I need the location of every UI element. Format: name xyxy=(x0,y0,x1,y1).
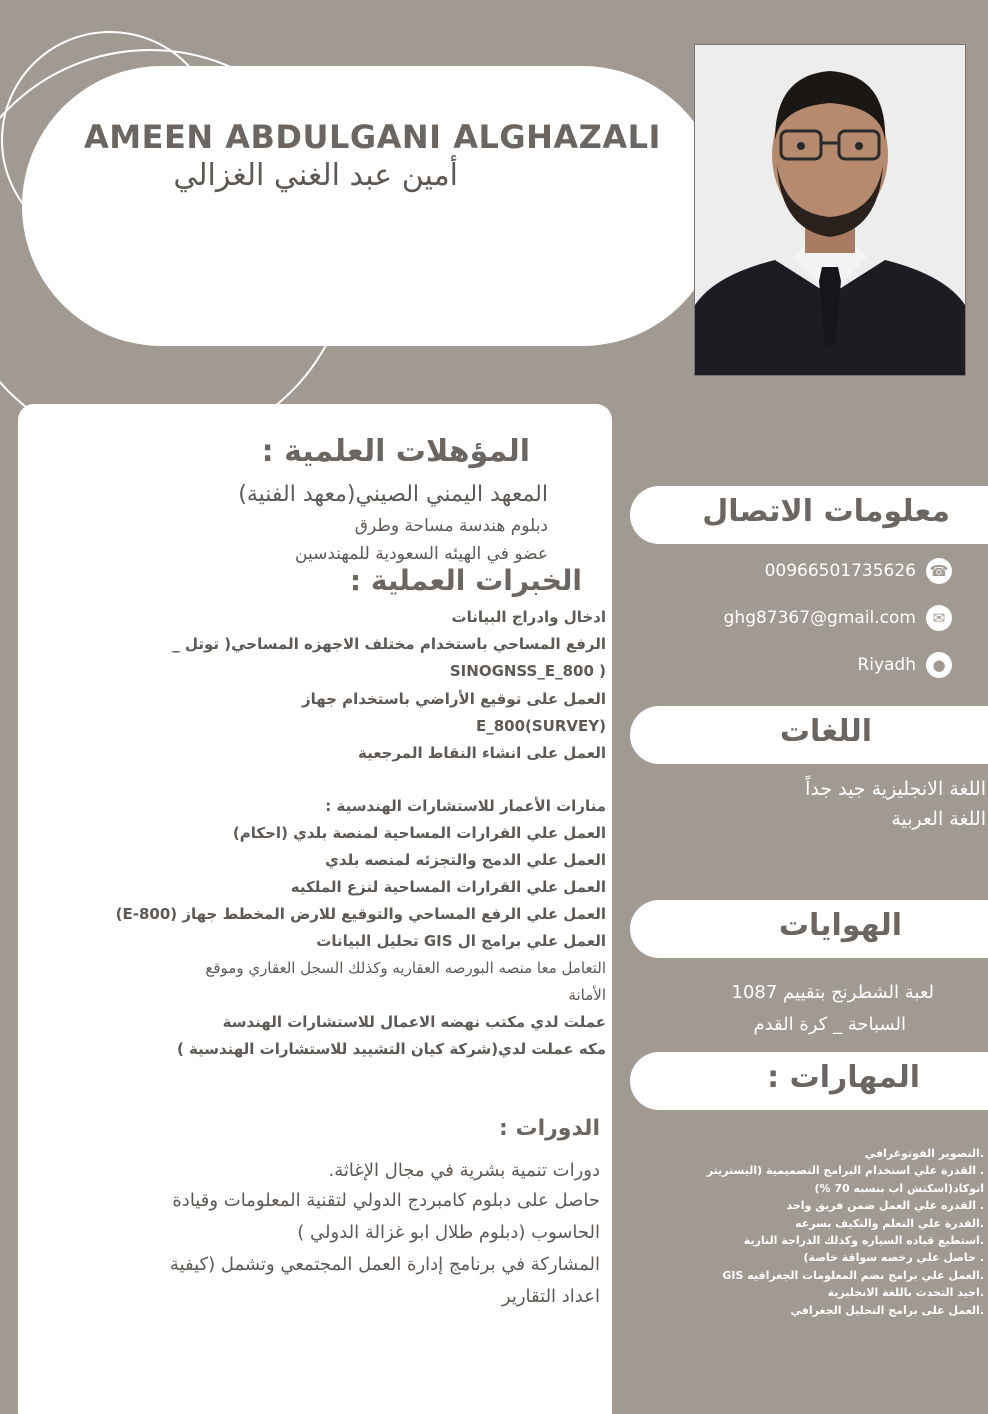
hobbies-pill xyxy=(630,900,988,958)
qualification-item: عضو في الهيئه السعودية للمهندسين xyxy=(295,544,548,564)
experience-item: ادخال وادراج البيانات xyxy=(451,608,606,626)
hobby-item: لعبة الشطرنج بتقييم 1087 xyxy=(731,982,934,1003)
experience-item: (SURVEY)E_800 xyxy=(475,717,606,735)
header-banner xyxy=(22,66,722,346)
experience-item: العمل علي الدمج والتجزئه لمنصه بلدي xyxy=(325,851,606,869)
hobby-item: السباحة _ كرة القدم xyxy=(753,1014,906,1035)
skills-list xyxy=(694,1145,984,1319)
language-item: اللغة العربية xyxy=(891,808,986,830)
email-icon: ✉ xyxy=(926,605,952,631)
qualification-item: المعهد اليمني الصيني(معهد الفنية) xyxy=(238,482,548,507)
courses-list xyxy=(120,1160,600,1310)
course-item: حاصل على دبلوم كامبردج الدولي لتقنية المعلومات وقيادة xyxy=(172,1190,600,1211)
experience-item: العمل على انشاء النقاط المرجعية xyxy=(357,744,606,762)
experience-item: منارات الأعمار للاستشارات الهندسية : xyxy=(325,797,606,815)
hobbies-title: الهوايات xyxy=(778,908,902,943)
contact-location xyxy=(857,650,952,680)
experience-item: التعامل معا منصه البورصه العقاريه وكذلك السجل العقاري وموقع xyxy=(205,959,606,977)
phone-number[interactable]: 00966501735626 xyxy=(764,561,916,581)
experience-item: العمل علي برامج ال GIS تحليل البيانات xyxy=(316,932,606,950)
experience-item: العمل علي القرارات المساحية لنزع الملكيه xyxy=(290,878,606,896)
skill-item: . حاصل علي رخصه سواقة خاصة) xyxy=(803,1251,984,1265)
experience-item: العمل على توقيع الأراضي باستخدام جهاز xyxy=(301,690,606,708)
skill-item: . القدره علي العمل ضمن فريق واحد xyxy=(786,1199,984,1213)
experience-list xyxy=(26,608,606,1068)
skill-item: . القدرة علي استخدام البرامج التصميمية (اليستريتر xyxy=(706,1164,984,1178)
experience-item: مكه عملت لدي(شركة كيان التشييد للاستشارات الهندسية ) xyxy=(176,1040,606,1058)
course-item: اعداد التقارير xyxy=(501,1286,600,1307)
experience-item: الرفع المساحي باستخدام مختلف الاجهزه المساحي( توتل _ xyxy=(172,635,606,653)
languages-title: اللغات xyxy=(779,714,872,749)
courses-title: الدورات : xyxy=(499,1116,600,1141)
name-arabic: أمين عبد الغني الغزالي xyxy=(173,158,458,193)
contact-title: معلومات الاتصال xyxy=(702,494,950,529)
experience-title: الخبرات العملية : xyxy=(349,564,582,597)
email-address[interactable]: ghg87367@gmail.com xyxy=(723,608,916,628)
contact-phone xyxy=(765,556,952,586)
experience-item: الأمانة xyxy=(568,986,606,1004)
contact-pill xyxy=(630,486,988,544)
skill-item: اتوكاد(اسكتش اب بنسبه 70 %) xyxy=(814,1181,984,1195)
qualifications-title: المؤهلات العلمية : xyxy=(261,434,530,469)
profile-photo xyxy=(694,44,966,376)
experience-item: العمل علي الرفع المساحي والتوقيع للارض المخطط جهاز (E-800) xyxy=(115,905,606,923)
main-content-card xyxy=(18,404,612,1414)
course-item: دورات تنمية بشرية في مجال الإغاثة. xyxy=(328,1160,600,1181)
course-item: المشاركة في برنامج إدارة العمل المجتمعي وتشمل (كيفية xyxy=(169,1254,600,1275)
phone-icon: ☎ xyxy=(926,558,952,584)
skill-item: .اجيد التحدث باللغة الانجليزية xyxy=(827,1286,984,1300)
experience-item: العمل علي القرارات المساحية لمنصة بلدي (احكام) xyxy=(232,824,606,842)
qualification-item: دبلوم هندسة مساحة وطرق xyxy=(354,516,548,536)
location-pin-icon: ● xyxy=(926,652,952,678)
skill-item: .العمل على برامج التحليل الجغرافي xyxy=(790,1303,984,1317)
course-item: الحاسوب (دبلوم طلال ابو غزالة الدولي ) xyxy=(297,1222,600,1243)
contact-email xyxy=(724,603,952,633)
skills-pill xyxy=(630,1052,988,1110)
skills-title: المهارات : xyxy=(767,1060,920,1095)
experience-item: ( SINOGNSS_E_800 xyxy=(449,662,606,680)
skill-item: .استطيع قياده السياره وكذلك الدراجة النارية xyxy=(743,1234,984,1248)
skill-item: .التصوير الفوتوغرافي xyxy=(864,1147,984,1160)
skill-item: .القدرة علي التعلم والتكيف بسرعه xyxy=(795,1216,984,1230)
language-item: اللغة الانجليزية جيد جداً xyxy=(805,778,986,800)
skill-item: .العمل علي برامج نضم المعلومات الجغرافيه GIS xyxy=(722,1268,984,1282)
name-english: AMEEN ABDULGANI ALGHAZALI xyxy=(84,118,661,156)
location-text: Riyadh xyxy=(857,655,916,675)
experience-item: عملت لدي مكتب نهضه الاعمال للاستشارات الهندسة xyxy=(222,1013,606,1031)
languages-pill xyxy=(630,706,988,764)
